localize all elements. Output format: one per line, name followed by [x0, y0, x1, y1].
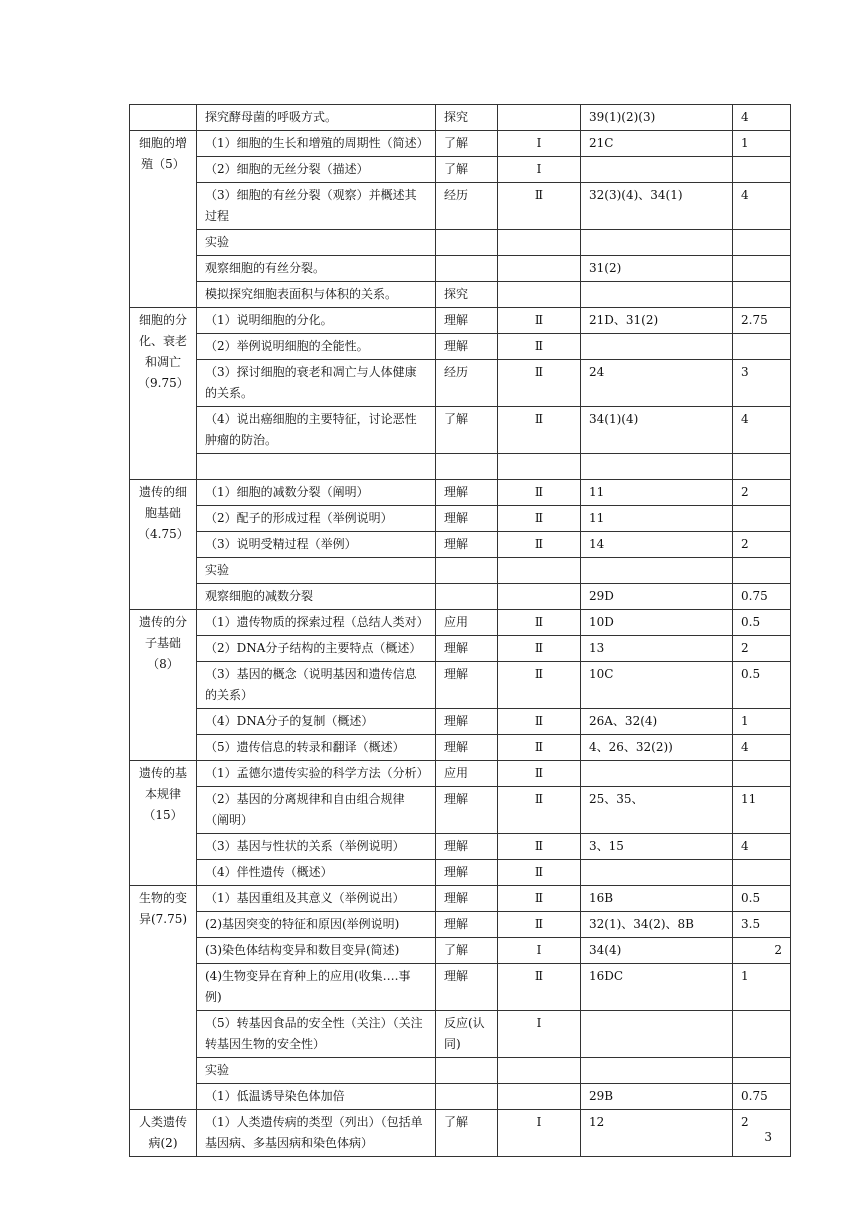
requirement-cell	[436, 584, 498, 610]
requirement-cell: 了解	[436, 407, 498, 454]
requirement-cell: 应用	[436, 761, 498, 787]
content-cell: (3)染色体结构变异和数目变异(简述)	[197, 938, 436, 964]
score-cell: 11	[733, 787, 791, 834]
requirement-cell: 理解	[436, 480, 498, 506]
topic-cell: 人类遗传病(2)	[130, 1110, 197, 1157]
score-cell: 0.75	[733, 1084, 791, 1110]
items-cell	[581, 558, 733, 584]
content-cell: （3）基因的概念（说明基因和遗传信息的关系）	[197, 662, 436, 709]
score-cell	[733, 282, 791, 308]
items-cell: 31(2)	[581, 256, 733, 282]
level-cell: Ⅰ	[498, 938, 581, 964]
content-cell: （4）DNA分子的复制（概述）	[197, 709, 436, 735]
table-row	[130, 1058, 791, 1084]
table-row	[130, 938, 791, 964]
level-cell: Ⅰ	[498, 157, 581, 183]
requirement-cell: 了解	[436, 1110, 498, 1157]
content-cell: （1）人类遗传病的类型（列出）（包括单基因病、多基因病和染色体病）	[197, 1110, 436, 1157]
requirement-cell	[436, 454, 498, 480]
table-row	[130, 860, 791, 886]
table-row	[130, 558, 791, 584]
score-cell: 0.5	[733, 610, 791, 636]
items-cell: 12	[581, 1110, 733, 1157]
score-cell	[733, 860, 791, 886]
content-cell: (2)基因突变的特征和原因(举例说明)	[197, 912, 436, 938]
requirement-cell	[436, 1084, 498, 1110]
content-cell: （1）孟德尔遗传实验的科学方法（分析）	[197, 761, 436, 787]
content-cell: 实验	[197, 1058, 436, 1084]
table-row	[130, 636, 791, 662]
items-cell	[581, 282, 733, 308]
requirement-cell: 理解	[436, 886, 498, 912]
table-row	[130, 584, 791, 610]
score-cell	[733, 761, 791, 787]
table-row	[130, 157, 791, 183]
requirement-cell: 理解	[436, 506, 498, 532]
level-cell: Ⅱ	[498, 636, 581, 662]
level-cell: Ⅱ	[498, 787, 581, 834]
topic-cell: 细胞的分化、衰老和凋亡（9.75）	[130, 308, 197, 480]
table-row	[130, 532, 791, 558]
table-row	[130, 735, 791, 761]
score-cell: 1	[733, 709, 791, 735]
table-row	[130, 360, 791, 407]
requirement-cell	[436, 256, 498, 282]
content-cell: （2）配子的形成过程（举例说明）	[197, 506, 436, 532]
requirement-cell: 理解	[436, 308, 498, 334]
score-cell: 4	[733, 834, 791, 860]
items-cell	[581, 1058, 733, 1084]
table-row	[130, 105, 791, 131]
requirement-cell: 理解	[436, 834, 498, 860]
items-cell: 26A、32(4)	[581, 709, 733, 735]
requirement-cell: 理解	[436, 709, 498, 735]
table-row	[130, 131, 791, 157]
content-cell: （3）基因与性状的关系（举例说明）	[197, 834, 436, 860]
table-row	[130, 282, 791, 308]
content-cell: （3）探讨细胞的衰老和凋亡与人体健康的关系。	[197, 360, 436, 407]
requirement-cell: 探究	[436, 282, 498, 308]
level-cell	[498, 584, 581, 610]
items-cell: 32(1)、34(2)、8B	[581, 912, 733, 938]
requirement-cell: 探究	[436, 105, 498, 131]
score-cell: 4	[733, 407, 791, 454]
score-cell: 3	[733, 360, 791, 407]
content-cell: （2）细胞的无丝分裂（描述）	[197, 157, 436, 183]
level-cell	[498, 454, 581, 480]
table-row	[130, 1084, 791, 1110]
content-cell	[197, 454, 436, 480]
level-cell: Ⅱ	[498, 709, 581, 735]
table-row	[130, 787, 791, 834]
level-cell: Ⅱ	[498, 860, 581, 886]
level-cell: Ⅱ	[498, 308, 581, 334]
topic-cell: 遗传的分子基础（8）	[130, 610, 197, 761]
level-cell	[498, 256, 581, 282]
score-cell: 2	[733, 636, 791, 662]
score-cell: 3.5	[733, 912, 791, 938]
table-row	[130, 480, 791, 506]
table-row	[130, 662, 791, 709]
table-row	[130, 964, 791, 1011]
requirement-cell: 经历	[436, 360, 498, 407]
table-row	[130, 308, 791, 334]
requirement-cell: 了解	[436, 938, 498, 964]
content-cell: （1）遗传物质的探索过程（总结人类对）	[197, 610, 436, 636]
content-cell: （5）转基因食品的安全性（关注）（关注转基因生物的安全性）	[197, 1011, 436, 1058]
requirement-cell: 理解	[436, 662, 498, 709]
score-cell	[733, 256, 791, 282]
topic-cell	[130, 105, 197, 131]
items-cell	[581, 334, 733, 360]
score-cell	[733, 157, 791, 183]
level-cell: Ⅱ	[498, 662, 581, 709]
items-cell: 11	[581, 506, 733, 532]
table-row	[130, 709, 791, 735]
items-cell: 16B	[581, 886, 733, 912]
content-cell: （1）低温诱导染色体加倍	[197, 1084, 436, 1110]
content-cell: （2）DNA分子结构的主要特点（概述）	[197, 636, 436, 662]
level-cell	[498, 1058, 581, 1084]
level-cell: Ⅱ	[498, 506, 581, 532]
level-cell: Ⅱ	[498, 886, 581, 912]
items-cell: 25、35、	[581, 787, 733, 834]
items-cell: 13	[581, 636, 733, 662]
items-cell	[581, 761, 733, 787]
requirement-cell: 理解	[436, 912, 498, 938]
table-row	[130, 886, 791, 912]
syllabus-table	[129, 104, 791, 1157]
table-row	[130, 912, 791, 938]
content-cell: （4）伴性遗传（概述）	[197, 860, 436, 886]
score-cell: 0.5	[733, 886, 791, 912]
items-cell: 21D、31(2)	[581, 308, 733, 334]
level-cell: Ⅱ	[498, 834, 581, 860]
table-row	[130, 334, 791, 360]
level-cell: Ⅱ	[498, 610, 581, 636]
level-cell: Ⅱ	[498, 912, 581, 938]
items-cell: 39(1)(2)(3)	[581, 105, 733, 131]
requirement-cell: 经历	[436, 183, 498, 230]
table-row	[130, 506, 791, 532]
requirement-cell: 了解	[436, 131, 498, 157]
content-cell: （1）说明细胞的分化。	[197, 308, 436, 334]
level-cell	[498, 282, 581, 308]
level-cell: Ⅱ	[498, 407, 581, 454]
score-cell	[733, 230, 791, 256]
content-cell: 模拟探究细胞表面积与体积的关系。	[197, 282, 436, 308]
items-cell	[581, 454, 733, 480]
items-cell	[581, 860, 733, 886]
items-cell	[581, 230, 733, 256]
requirement-cell: 理解	[436, 860, 498, 886]
requirement-cell: 了解	[436, 157, 498, 183]
content-cell: 观察细胞的减数分裂	[197, 584, 436, 610]
content-cell: （1）细胞的减数分裂（阐明）	[197, 480, 436, 506]
level-cell: Ⅱ	[498, 761, 581, 787]
score-cell	[733, 454, 791, 480]
score-cell: 2	[733, 480, 791, 506]
table-row	[130, 761, 791, 787]
level-cell	[498, 1084, 581, 1110]
requirement-cell	[436, 1058, 498, 1084]
level-cell	[498, 558, 581, 584]
items-cell: 10D	[581, 610, 733, 636]
requirement-cell: 应用	[436, 610, 498, 636]
score-cell	[733, 1058, 791, 1084]
items-cell: 16DC	[581, 964, 733, 1011]
items-cell: 24	[581, 360, 733, 407]
requirement-cell	[436, 230, 498, 256]
score-cell: 1	[733, 964, 791, 1011]
table-row	[130, 183, 791, 230]
score-cell: 2	[733, 532, 791, 558]
content-cell: （1）细胞的生长和增殖的周期性（简述）	[197, 131, 436, 157]
score-cell: 2	[733, 1110, 791, 1157]
topic-cell: 遗传的基本规律（15）	[130, 761, 197, 886]
score-cell: 2	[733, 938, 791, 964]
topic-cell: 遗传的细胞基础（4.75）	[130, 480, 197, 610]
requirement-cell: 反应(认同)	[436, 1011, 498, 1058]
score-cell	[733, 1011, 791, 1058]
content-cell: （1）基因重组及其意义（举例说出）	[197, 886, 436, 912]
score-cell: 1	[733, 131, 791, 157]
content-cell: （5）遗传信息的转录和翻译（概述）	[197, 735, 436, 761]
level-cell: Ⅰ	[498, 1110, 581, 1157]
level-cell: Ⅱ	[498, 480, 581, 506]
content-cell: 实验	[197, 558, 436, 584]
score-cell: 4	[733, 183, 791, 230]
level-cell: Ⅱ	[498, 532, 581, 558]
items-cell: 29D	[581, 584, 733, 610]
table-row	[130, 230, 791, 256]
items-cell: 11	[581, 480, 733, 506]
topic-cell: 生物的变异(7.75)	[130, 886, 197, 1110]
content-cell: 实验	[197, 230, 436, 256]
table-row	[130, 407, 791, 454]
topic-cell: 细胞的增殖（5）	[130, 131, 197, 308]
level-cell: Ⅰ	[498, 1011, 581, 1058]
level-cell: Ⅱ	[498, 735, 581, 761]
score-cell: 0.75	[733, 584, 791, 610]
level-cell: Ⅱ	[498, 964, 581, 1011]
items-cell: 29B	[581, 1084, 733, 1110]
score-cell	[733, 506, 791, 532]
level-cell: Ⅱ	[498, 183, 581, 230]
score-cell: 0.5	[733, 662, 791, 709]
requirement-cell: 理解	[436, 532, 498, 558]
score-cell	[733, 334, 791, 360]
items-cell: 4、26、32(2))	[581, 735, 733, 761]
page-number: 3	[764, 1130, 772, 1144]
level-cell: Ⅰ	[498, 131, 581, 157]
content-cell: （2）举例说明细胞的全能性。	[197, 334, 436, 360]
items-cell: 34(4)	[581, 938, 733, 964]
requirement-cell	[436, 558, 498, 584]
items-cell	[581, 1011, 733, 1058]
score-cell	[733, 558, 791, 584]
requirement-cell: 理解	[436, 636, 498, 662]
table-row	[130, 454, 791, 480]
table-row	[130, 1011, 791, 1058]
level-cell: Ⅱ	[498, 334, 581, 360]
table-row	[130, 256, 791, 282]
items-cell: 32(3)(4)、34(1)	[581, 183, 733, 230]
content-cell: 观察细胞的有丝分裂。	[197, 256, 436, 282]
items-cell: 21C	[581, 131, 733, 157]
content-cell: （3）细胞的有丝分裂（观察）并概述其过程	[197, 183, 436, 230]
items-cell: 3、15	[581, 834, 733, 860]
content-cell: 探究酵母菌的呼吸方式。	[197, 105, 436, 131]
requirement-cell: 理解	[436, 735, 498, 761]
items-cell: 14	[581, 532, 733, 558]
table-row	[130, 834, 791, 860]
items-cell: 10C	[581, 662, 733, 709]
requirement-cell: 理解	[436, 787, 498, 834]
level-cell: Ⅱ	[498, 360, 581, 407]
score-cell: 4	[733, 735, 791, 761]
requirement-cell: 理解	[436, 964, 498, 1011]
content-cell: (4)生物变异在育种上的应用(收集….事例)	[197, 964, 436, 1011]
requirement-cell: 理解	[436, 334, 498, 360]
table-row	[130, 1110, 791, 1157]
table-row	[130, 610, 791, 636]
level-cell	[498, 230, 581, 256]
content-cell: （4）说出癌细胞的主要特征，讨论恶性肿瘤的防治。	[197, 407, 436, 454]
content-cell: （2）基因的分离规律和自由组合规律（阐明）	[197, 787, 436, 834]
items-cell	[581, 157, 733, 183]
items-cell: 34(1)(4)	[581, 407, 733, 454]
content-cell: （3）说明受精过程（举例）	[197, 532, 436, 558]
score-cell: 2.75	[733, 308, 791, 334]
level-cell	[498, 105, 581, 131]
score-cell: 4	[733, 105, 791, 131]
